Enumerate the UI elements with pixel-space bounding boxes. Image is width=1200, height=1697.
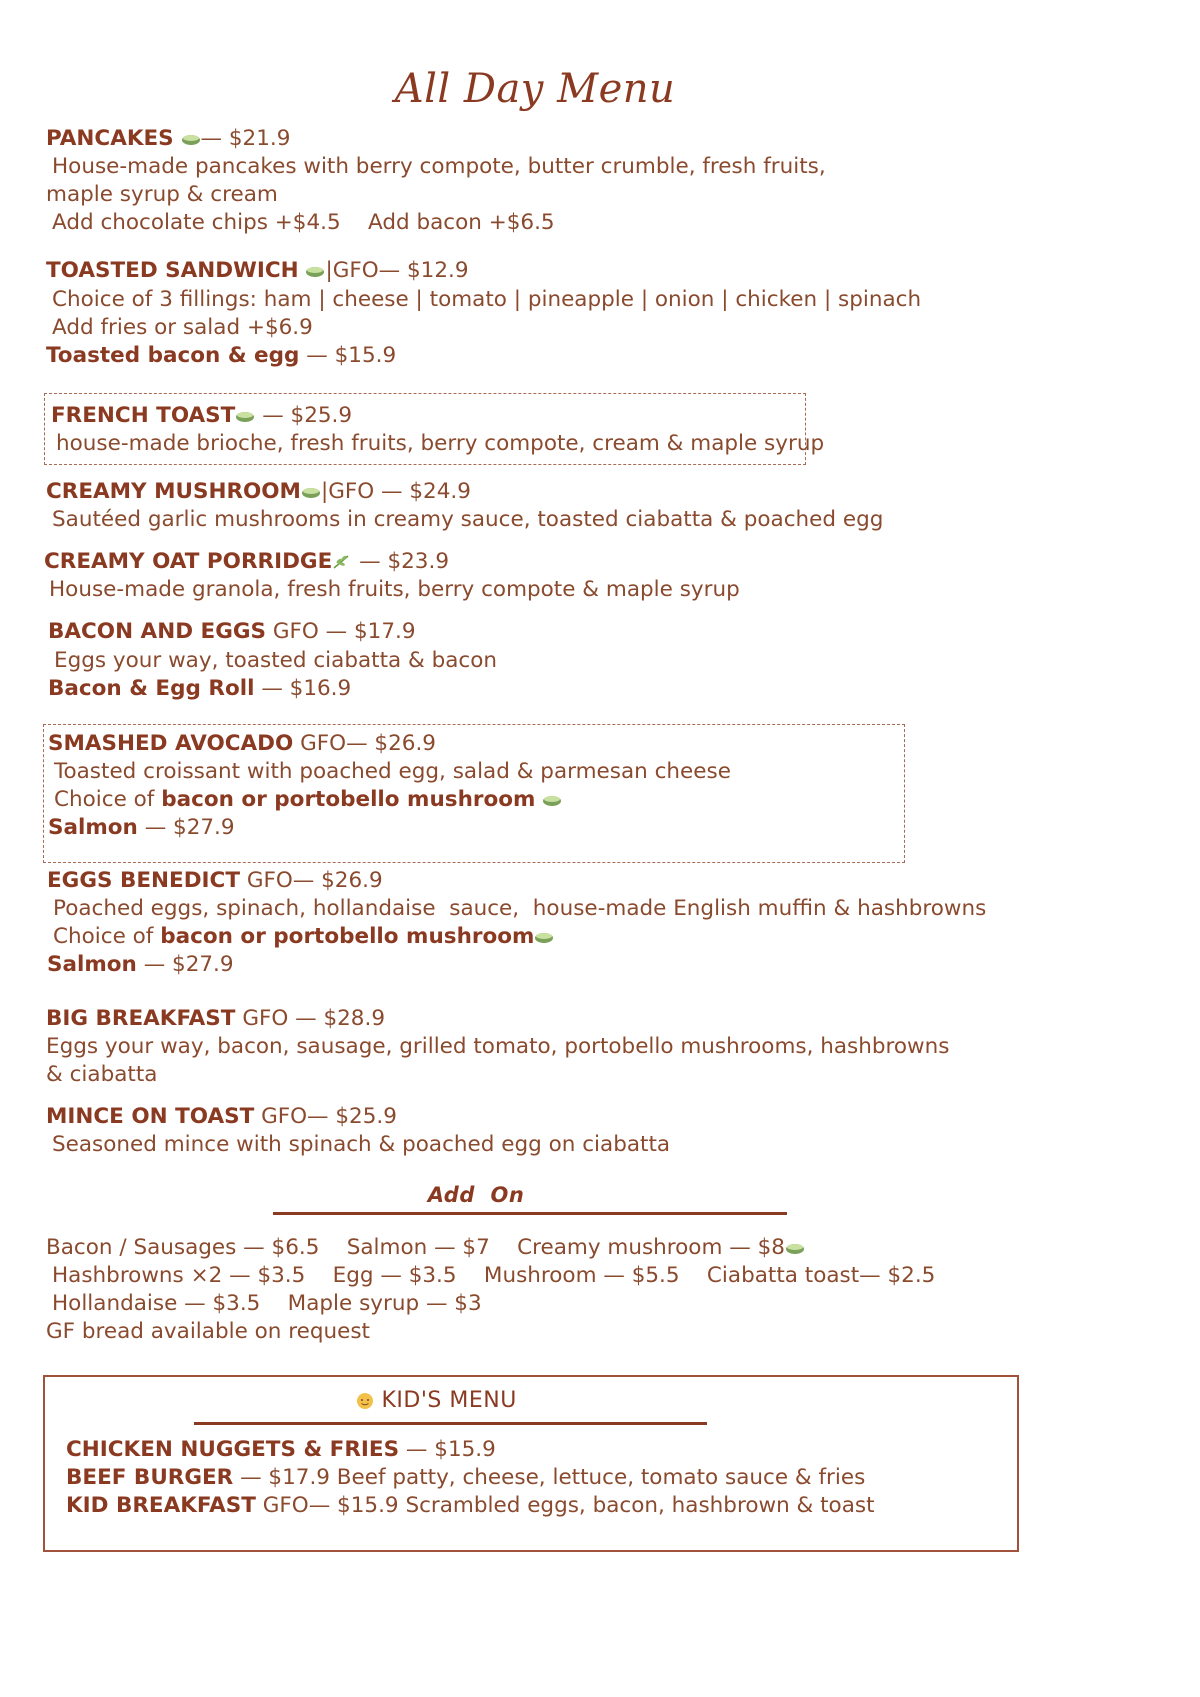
salad-bowl-icon	[181, 132, 201, 146]
item-details: — $15.9	[399, 1437, 496, 1462]
item-price: — $26.9	[346, 731, 436, 756]
sub-item-price: — $15.9	[306, 343, 397, 368]
choice-options: bacon or portobello mushroom	[160, 924, 535, 949]
item-tag: GFO	[272, 619, 319, 644]
menu-item-toasted-sandwich	[46, 256, 469, 286]
kid-face-icon	[356, 1392, 374, 1410]
kids-menu-title: KID'S MENU	[381, 1388, 517, 1413]
add-on-line: Hashbrowns ×2 — $3.5 Egg — $3.5 Mushroom — $5.5 Ciabatta toast— $2.5	[52, 1263, 936, 1288]
sub-item-name: Salmon	[48, 815, 138, 840]
item-description: Choice of 3 fillings: ham | cheese | tomato | pineapple | onion | chicken | spinach	[52, 287, 922, 312]
menu-item-eggs-benedict	[47, 866, 383, 896]
item-choice	[53, 922, 554, 952]
item-description: Poached eggs, spinach, hollandaise sauce, house-made English muffin & hashbrowns	[53, 896, 987, 921]
add-on-divider	[273, 1212, 787, 1215]
item-price: — $26.9	[292, 868, 383, 893]
menu-item-pancakes	[46, 124, 290, 154]
salad-bowl-icon	[305, 264, 325, 278]
sub-item-name: Toasted bacon & egg	[46, 343, 300, 368]
item-name: PANCAKES	[46, 126, 174, 151]
item-details: — $17.9 Beef patty, cheese, lettuce, tomato sauce & fries	[233, 1465, 866, 1490]
sub-item-name: Salmon	[47, 952, 137, 977]
menu-item-french-toast	[51, 401, 352, 431]
item-description: House-made granola, fresh fruits, berry compote & maple syrup	[49, 577, 740, 602]
sub-item-price: — $27.9	[143, 952, 234, 977]
kids-item-breakfast	[66, 1491, 875, 1521]
item-details: GFO— $15.9 Scrambled eggs, bacon, hashbrown & toast	[255, 1493, 875, 1518]
item-name: CREAMY MUSHROOM	[46, 479, 301, 504]
kids-item-burger	[66, 1463, 865, 1493]
item-name: FRENCH TOAST	[51, 403, 236, 428]
choice-prefix: Choice of	[54, 787, 162, 812]
item-price: — $24.9	[381, 479, 471, 504]
item-price: — $12.9	[378, 258, 469, 283]
sub-item-name: Bacon & Egg Roll	[48, 676, 255, 701]
item-price: — $28.9	[295, 1006, 385, 1031]
item-addon: Add chocolate chips +$4.5 Add bacon +$6.5	[52, 210, 555, 235]
menu-item-mince-on-toast	[46, 1102, 397, 1132]
item-description: Seasoned mince with spinach & poached egg on ciabatta	[52, 1132, 671, 1157]
salad-bowl-icon	[542, 793, 562, 807]
menu-item-creamy-mushroom	[46, 477, 471, 507]
item-description: House-made pancakes with berry compote, butter crumble, fresh fruits,	[52, 154, 826, 179]
sub-item-bacon-egg-roll	[48, 674, 351, 704]
item-description: maple syrup & cream	[46, 182, 278, 207]
item-name: BIG BREAKFAST	[46, 1006, 236, 1031]
salad-bowl-icon	[785, 1241, 805, 1255]
sub-item-toasted-bacon-egg	[46, 341, 396, 371]
item-price: — $25.9	[307, 1104, 397, 1129]
item-description: Sautéed garlic mushrooms in creamy sauce, toasted ciabatta & poached egg	[52, 507, 884, 532]
sub-item-salmon	[47, 950, 234, 980]
salad-bowl-icon	[235, 409, 255, 423]
item-name: SMASHED AVOCADO	[48, 731, 294, 756]
item-tag: |GFO	[325, 258, 379, 283]
kids-menu-divider	[194, 1422, 707, 1425]
add-on-line: Hollandaise — $3.5 Maple syrup — $3	[52, 1291, 482, 1316]
add-on-line	[46, 1233, 805, 1263]
item-name: BACON AND EGGS	[48, 619, 266, 644]
sub-item-price: — $16.9	[261, 676, 352, 701]
item-tag: |GFO	[320, 479, 375, 504]
item-price: — $21.9	[200, 126, 291, 151]
item-name: KID BREAKFAST	[66, 1493, 256, 1518]
choice-prefix: Choice of	[53, 924, 161, 949]
item-tag: GFO	[246, 868, 293, 893]
item-name: MINCE ON TOAST	[46, 1104, 255, 1129]
choice-options: bacon or portobello mushroom	[161, 787, 536, 812]
item-description: house-made brioche, fresh fruits, berry compote, cream & maple syrup	[56, 431, 825, 456]
add-on-text: Bacon / Sausages — $6.5 Salmon — $7 Creamy mushroom — $8	[46, 1235, 785, 1260]
sub-item-price: — $27.9	[144, 815, 235, 840]
menu-item-big-breakfast	[46, 1004, 385, 1034]
item-description: Eggs your way, bacon, sausage, grilled tomato, portobello mushrooms, hashbrowns	[46, 1034, 950, 1059]
herb-icon	[332, 555, 352, 569]
item-price: — $25.9	[262, 403, 353, 428]
item-name: EGGS BENEDICT	[47, 868, 240, 893]
item-name: CHICKEN NUGGETS & FRIES	[66, 1437, 400, 1462]
item-description: & ciabatta	[46, 1062, 158, 1087]
item-name: TOASTED SANDWICH	[46, 258, 299, 283]
menu-item-smashed-avocado	[48, 729, 436, 759]
salad-bowl-icon	[301, 485, 321, 499]
item-price: — $23.9	[359, 549, 449, 574]
item-description: Toasted croissant with poached egg, salad & parmesan cheese	[54, 759, 731, 784]
menu-item-bacon-and-eggs	[48, 617, 416, 647]
item-price: — $17.9	[325, 619, 416, 644]
item-tag: GFO	[300, 731, 347, 756]
item-addon: Add fries or salad +$6.9	[52, 315, 313, 340]
kids-menu-title-row	[356, 1388, 517, 1413]
sub-item-salmon	[48, 813, 235, 843]
add-on-title: Add On	[427, 1183, 525, 1207]
menu-item-oat-porridge	[44, 547, 449, 577]
item-description: Eggs your way, toasted ciabatta & bacon	[54, 648, 498, 673]
page-title: All Day Menu	[394, 66, 676, 112]
item-name: CREAMY OAT PORRIDGE	[44, 549, 333, 574]
kids-item-nuggets	[66, 1435, 496, 1465]
item-tag: GFO	[261, 1104, 308, 1129]
item-name: BEEF BURGER	[66, 1465, 234, 1490]
item-tag: GFO	[242, 1006, 289, 1031]
salad-bowl-icon	[534, 930, 554, 944]
add-on-note: GF bread available on request	[46, 1319, 370, 1344]
item-choice	[54, 785, 562, 815]
